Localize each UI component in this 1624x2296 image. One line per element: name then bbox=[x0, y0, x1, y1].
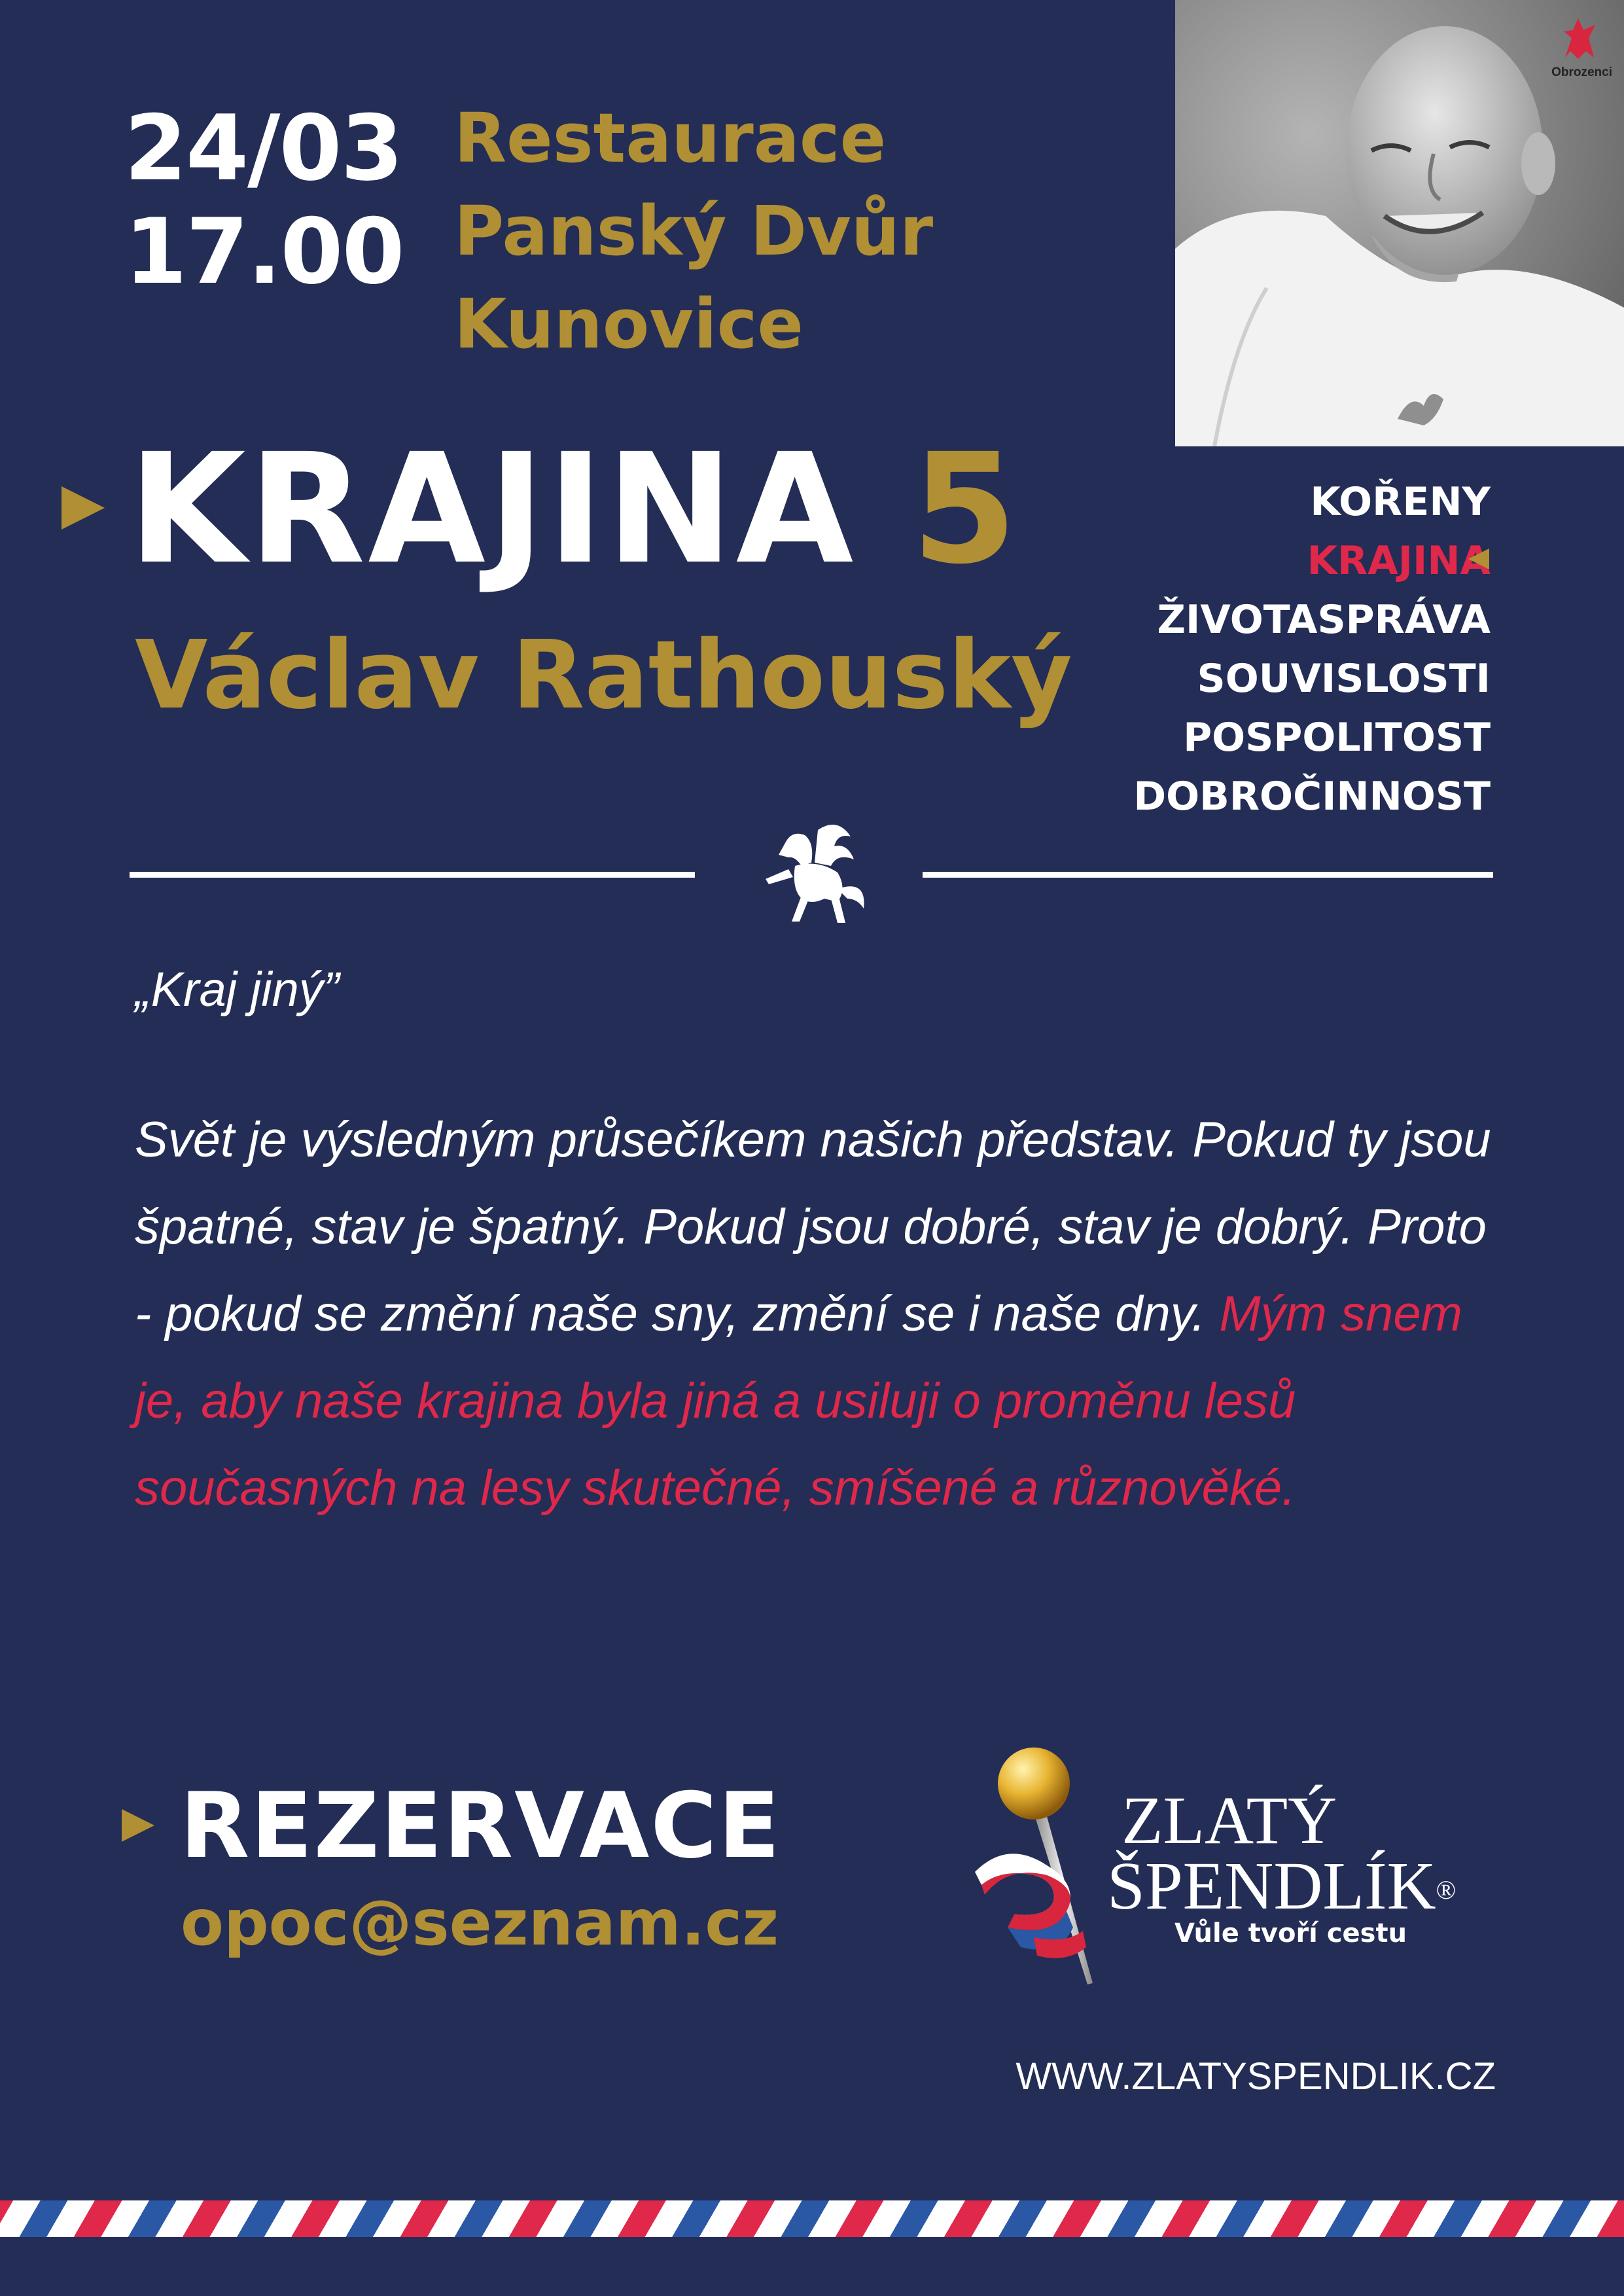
tricolor-stripe bbox=[0, 2200, 1624, 2237]
venue-line: Panský Dvůr bbox=[454, 191, 934, 271]
venue-line: Kunovice bbox=[454, 284, 803, 364]
divider-left bbox=[130, 872, 695, 878]
griffin-icon bbox=[739, 817, 877, 935]
page-title bbox=[128, 421, 1020, 598]
topic-item-active: KRAJINA bbox=[1307, 538, 1491, 584]
brand-tagline: Vůle tvoří cestu bbox=[1174, 1918, 1407, 1948]
website-link[interactable]: WWW.ZLATYSPENDLIK.CZ bbox=[1015, 2055, 1496, 2098]
registered-mark: ® bbox=[1436, 1875, 1456, 1905]
brand-line2 bbox=[1107, 1847, 1456, 1926]
body-text-white: Svět je výsledným průsečíkem našich představ. Pokud ty jsou špatné, stav je špatný. Pokud jsou dobré, stav je dobrý. Proto - pokud se změní naše sny, změní se i naše dny. bbox=[135, 1112, 1491, 1342]
title-main: KRAJINA bbox=[128, 421, 856, 598]
brand-name: ŠPENDLÍK bbox=[1107, 1848, 1436, 1924]
reservation-label: REZERVACE bbox=[180, 1773, 781, 1878]
venue-line: Restaurace bbox=[454, 98, 887, 178]
author-name: Václav Rathouský bbox=[135, 620, 1072, 730]
portrait-photo bbox=[1175, 0, 1624, 446]
arrow-right-icon bbox=[62, 486, 105, 529]
event-time: 17.00 bbox=[124, 199, 404, 304]
photo-logo-text: Obrozenci bbox=[1551, 65, 1612, 79]
topic-list bbox=[1133, 473, 1491, 826]
quote-title: „Kraj jiný” bbox=[135, 962, 340, 1016]
brand-line1: ZLATÝ bbox=[1121, 1783, 1337, 1858]
body-text bbox=[135, 1096, 1515, 1532]
topic-item: POSPOLITOST bbox=[1183, 715, 1491, 761]
event-venue bbox=[454, 92, 933, 370]
griffin-logo-icon bbox=[1552, 12, 1604, 64]
title-number: 5 bbox=[911, 421, 1020, 598]
topic-item: SOUVISLOSTI bbox=[1197, 656, 1491, 702]
event-datetime bbox=[124, 97, 404, 304]
divider-right bbox=[923, 872, 1493, 878]
arrow-left-icon bbox=[1468, 548, 1489, 569]
arrow-right-icon bbox=[122, 1809, 154, 1842]
topic-item: ŽIVOTASPRÁVA bbox=[1157, 597, 1491, 643]
topic-item: DOBROČINNOST bbox=[1133, 774, 1491, 819]
reservation-email[interactable]: opoc@seznam.cz bbox=[181, 1886, 779, 1960]
body-text-red: Mým snem je, aby naše krajina byla jiná a usiluji o proměnu lesů současných na lesy skutečné, smíšené a různověké. bbox=[135, 1286, 1462, 1516]
topic-item: KOŘENY bbox=[1310, 479, 1491, 525]
event-date: 24/03 bbox=[124, 96, 402, 201]
